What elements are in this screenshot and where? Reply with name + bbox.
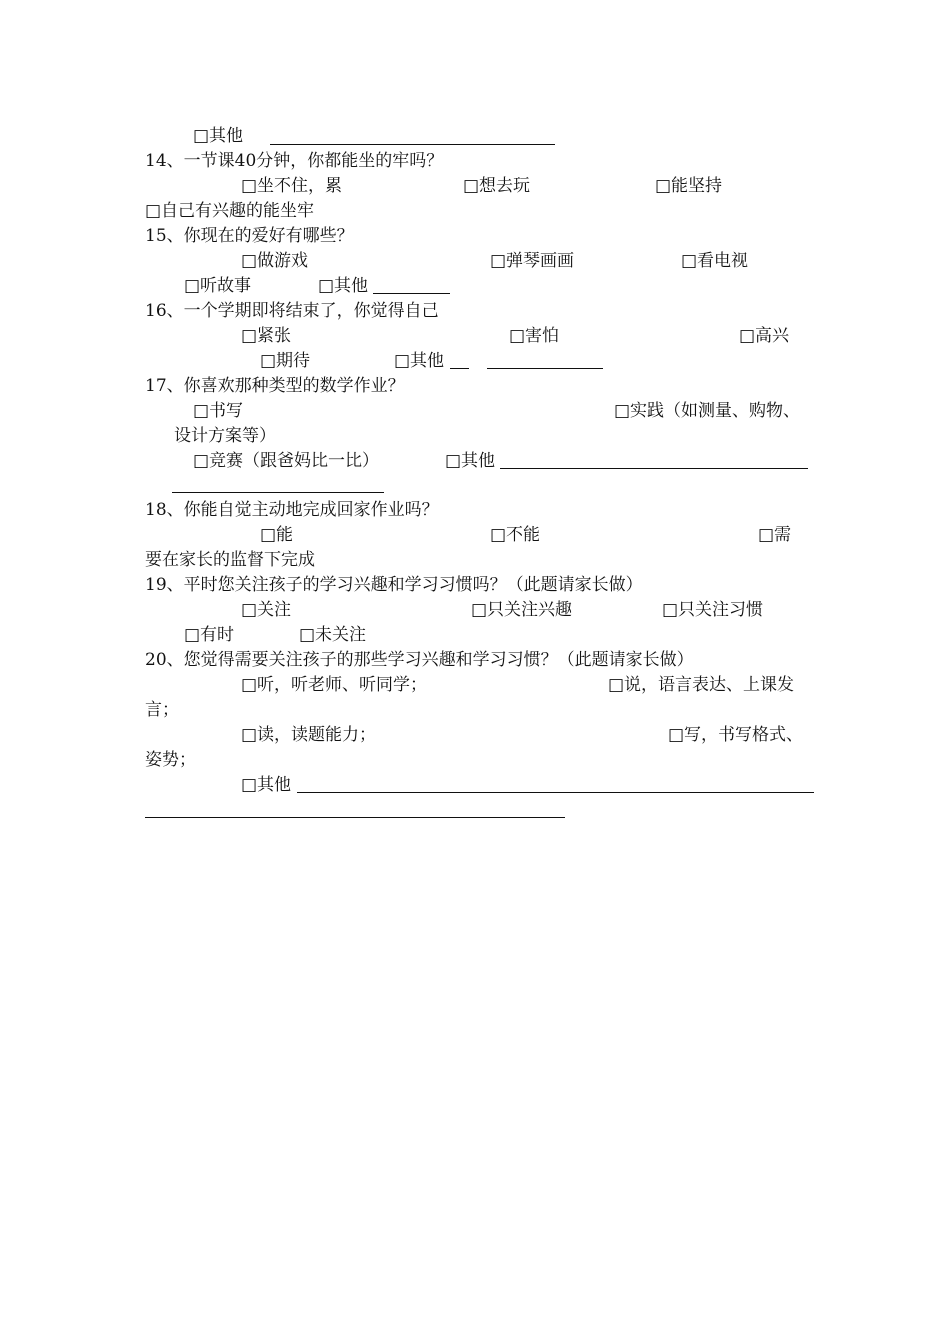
answer-line-q20b[interactable]: [145, 817, 565, 818]
option-other-q17[interactable]: □其他: [445, 451, 496, 471]
option-looking-forward[interactable]: □期待: [260, 351, 311, 371]
option-contest[interactable]: □竞赛（跟爸妈比一比）: [193, 451, 380, 471]
option-speaking[interactable]: □说，语言表达、上课发: [608, 675, 795, 695]
answer-line-q17b[interactable]: [172, 492, 384, 493]
option-interested-sit[interactable]: □自己有兴趣的能坐牢: [145, 201, 315, 221]
option-speaking-cont: 言；: [145, 700, 179, 720]
option-writing-format[interactable]: □写，书写格式、: [668, 725, 804, 745]
question-20: 20、您觉得需要关注孩子的那些学习兴趣和学习习惯？（此题请家长做）: [145, 650, 694, 670]
option-games[interactable]: □做游戏: [241, 251, 309, 271]
option-nervous[interactable]: □紧张: [241, 326, 292, 346]
option-reading[interactable]: □读，读题能力；: [241, 725, 377, 745]
answer-line-q16a[interactable]: [450, 368, 469, 369]
option-writing[interactable]: □书写: [193, 401, 244, 421]
option-piano-drawing[interactable]: □弹琴画画: [490, 251, 575, 271]
option-other-q13[interactable]: □其他: [193, 126, 244, 146]
question-18: 18、你能自觉主动地完成回家作业吗？: [145, 500, 439, 520]
option-can[interactable]: □能: [260, 525, 294, 545]
option-other-q15[interactable]: □其他: [318, 276, 369, 296]
answer-line-q15[interactable]: [373, 293, 450, 294]
option-want-play[interactable]: □想去玩: [463, 176, 531, 196]
answer-line-q16b[interactable]: [487, 368, 603, 369]
option-sometimes[interactable]: □有时: [184, 625, 235, 645]
option-tv[interactable]: □看电视: [681, 251, 749, 271]
option-interest-only[interactable]: □只关注兴趣: [471, 600, 573, 620]
option-restless[interactable]: □坐不住，累: [241, 176, 343, 196]
option-afraid[interactable]: □害怕: [509, 326, 560, 346]
option-persist[interactable]: □能坚持: [655, 176, 723, 196]
option-stories[interactable]: □听故事: [184, 276, 252, 296]
option-need-supervision[interactable]: □需: [758, 525, 792, 545]
option-other-q16[interactable]: □其他: [394, 351, 445, 371]
question-19: 19、平时您关注孩子的学习兴趣和学习习惯吗？（此题请家长做）: [145, 575, 643, 595]
option-happy[interactable]: □高兴: [739, 326, 790, 346]
option-attention[interactable]: □关注: [241, 600, 292, 620]
option-no-attention[interactable]: □未关注: [299, 625, 367, 645]
question-16: 16、一个学期即将结束了，你觉得自己: [145, 301, 439, 321]
question-17: 17、你喜欢那种类型的数学作业？: [145, 376, 405, 396]
option-writing-format-cont: 姿势；: [145, 750, 196, 770]
option-practice-cont: 设计方案等）: [174, 426, 276, 446]
answer-line-q20a[interactable]: [297, 792, 814, 793]
option-need-supervision-cont: 要在家长的监督下完成: [145, 550, 315, 570]
answer-line-q17a[interactable]: [500, 468, 808, 469]
option-practice[interactable]: □实践（如测量、购物、: [614, 401, 801, 421]
question-14: 14、一节课40分钟，你都能坐的牢吗？: [145, 151, 444, 171]
option-cannot[interactable]: □不能: [490, 525, 541, 545]
answer-line-q13[interactable]: [270, 144, 555, 145]
question-15: 15、你现在的爱好有哪些？: [145, 226, 354, 246]
option-other-q20[interactable]: □其他: [241, 775, 292, 795]
option-listening[interactable]: □听，听老师、听同学；: [241, 675, 428, 695]
option-habit-only[interactable]: □只关注习惯: [662, 600, 764, 620]
